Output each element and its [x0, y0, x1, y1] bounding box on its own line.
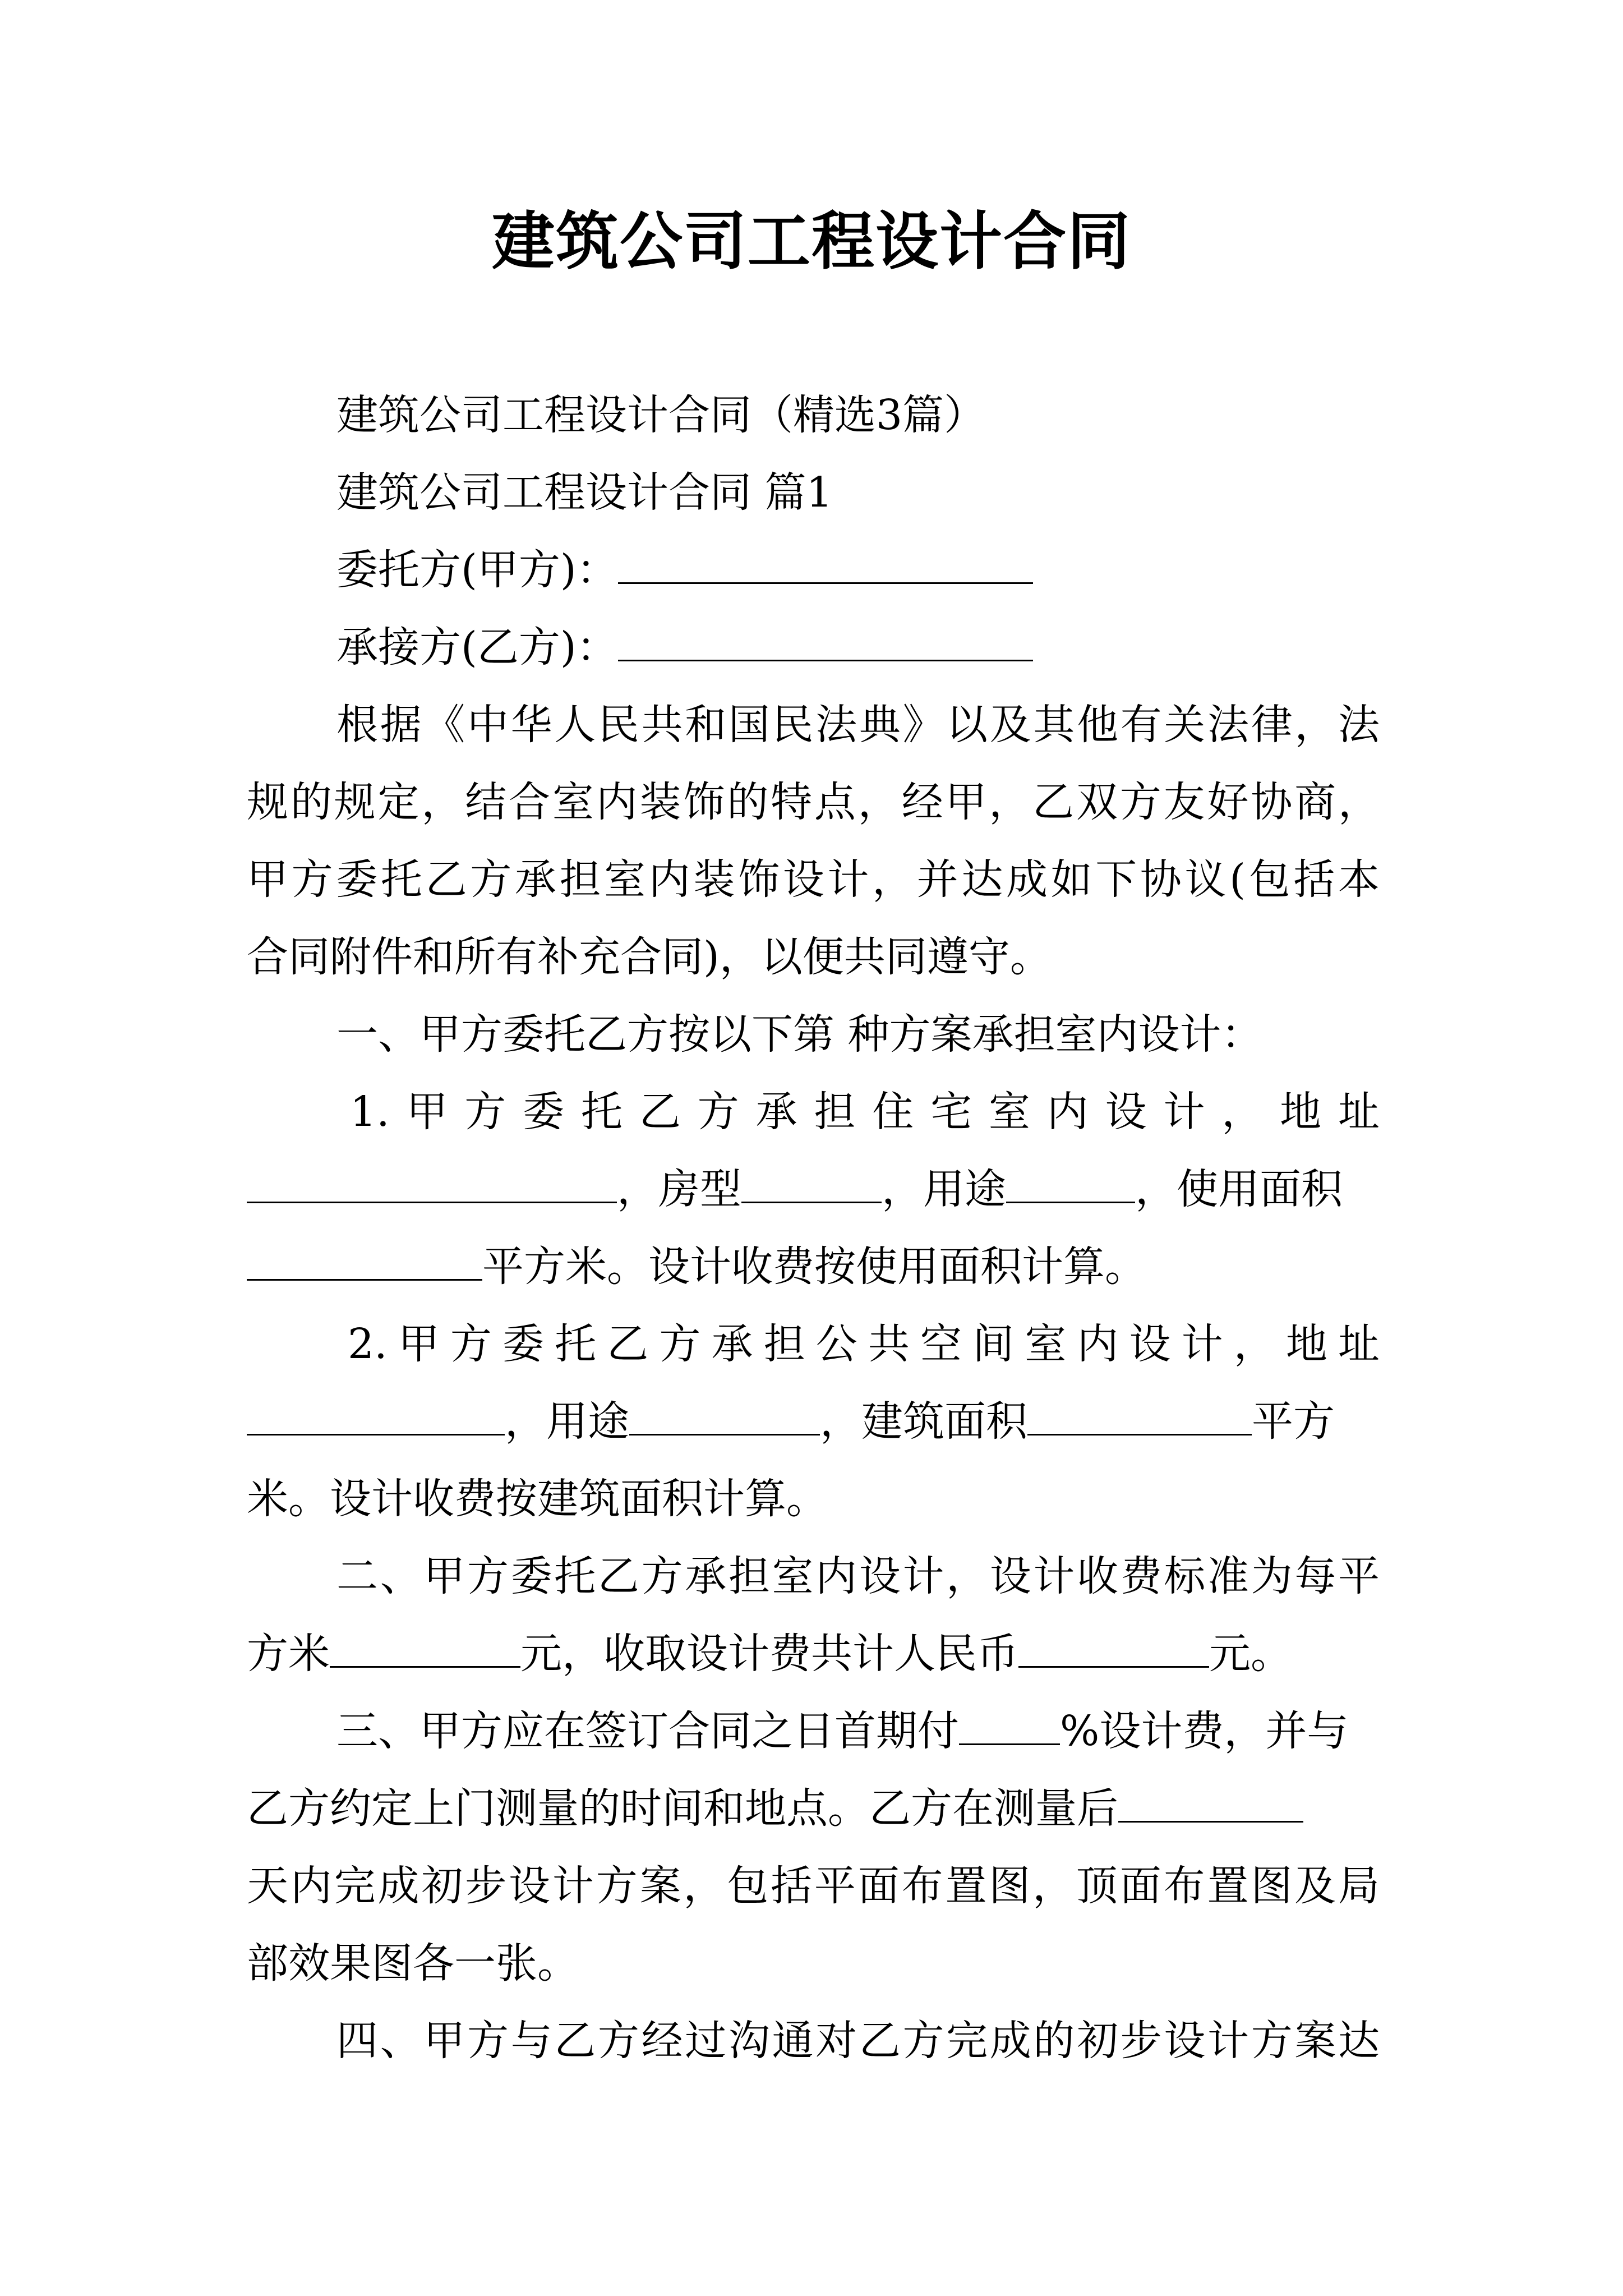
- address-blank-2: [247, 1395, 505, 1435]
- area-label: ，使用面积: [1135, 1165, 1343, 1213]
- area-blank-2: [1027, 1395, 1252, 1435]
- days-blank: [1118, 1782, 1303, 1823]
- clause-4-line-1: 四、甲方与乙方经过沟通对乙方完成的初步设计方案达: [336, 2017, 1380, 2065]
- clause-3-line-3: 天内完成初步设计方案，包括平面布置图，顶面布置图及局: [247, 1862, 1380, 1910]
- party-b-label: 承接方(乙方)：: [336, 623, 618, 671]
- intro-line-2: 规的规定，结合室内装饰的特点，经甲，乙双方友好协商，: [247, 778, 1380, 826]
- section-heading: 建筑公司工程设计合同 篇1: [336, 468, 833, 517]
- area-label-2: ，建筑面积: [820, 1397, 1027, 1446]
- document-subtitle: 建筑公司工程设计合同（精选3篇）: [336, 391, 986, 439]
- party-a-blank: [618, 543, 1033, 584]
- use-label: ，用途: [882, 1165, 1006, 1213]
- clause-3-line-2: [247, 1780, 1380, 1837]
- house-type-blank: [741, 1162, 882, 1203]
- use-label-2: ，用途: [505, 1397, 629, 1446]
- party-b-blank: [618, 620, 1033, 661]
- percent-blank: [959, 1704, 1060, 1745]
- use-blank-2: [629, 1395, 820, 1435]
- intro-line-4: 合同附件和所有补充合同)，以便共同遵守。: [247, 933, 1052, 981]
- item-2-line-1: 2.甲方委托乙方承担公共空间室内设计，地址: [348, 1320, 1380, 1368]
- document-title: 建筑公司工程设计合同: [492, 205, 1131, 278]
- item-2-line-3: 米。设计收费按建筑面积计算。: [247, 1475, 828, 1523]
- unit-tail: 平方: [1252, 1397, 1335, 1446]
- total-fee-blank: [1018, 1627, 1209, 1668]
- area-blank: [247, 1240, 482, 1281]
- item-1-line-3: [247, 1239, 1380, 1295]
- use-blank: [1006, 1162, 1135, 1203]
- clause-2-head: 方米: [247, 1630, 330, 1678]
- clause-1: 一、甲方委托乙方按以下第 种方案承担室内设计：: [336, 1010, 1263, 1059]
- party-a-label: 委托方(甲方)：: [336, 546, 618, 594]
- item-1-tail: 平方米。设计收费按使用面积计算。: [482, 1243, 1146, 1291]
- clause-2-tail: 元。: [1209, 1630, 1292, 1678]
- clause-2-mid: 元，收取设计费共计人民币: [520, 1630, 1018, 1678]
- clause-2-line-2: [247, 1626, 1380, 1682]
- clause-3-line-1: [336, 1703, 1380, 1759]
- party-a-line: [336, 542, 1469, 598]
- item-2-line-2: [247, 1393, 1380, 1450]
- intro-line-3: 甲方委托乙方承担室内装饰设计，并达成如下协议(包括本: [247, 855, 1380, 904]
- clause-3-line-4: 部效果图各一张。: [247, 1939, 579, 1987]
- clause-2-line-1: 二、甲方委托乙方承担室内设计，设计收费标准为每平: [336, 1552, 1380, 1600]
- address-blank: [247, 1162, 617, 1203]
- clause-3-head: 三、甲方应在签订合同之日首期付: [336, 1707, 959, 1755]
- clause-3-line-2-head: 乙方约定上门测量的时间和地点。乙方在测量后: [247, 1784, 1118, 1833]
- party-b-line: [336, 619, 1469, 675]
- intro-line-1: 根据《中华人民共和国民法典》以及其他有关法律，法: [336, 701, 1380, 749]
- clause-3-tail: %设计费，并与: [1060, 1707, 1349, 1755]
- item-1-line-1: 1.甲方委托乙方承担住宅室内设计，地址: [350, 1088, 1380, 1136]
- item-1-line-2: [247, 1161, 1380, 1217]
- house-type-label: ，房型: [617, 1165, 741, 1213]
- unit-price-blank: [330, 1627, 520, 1668]
